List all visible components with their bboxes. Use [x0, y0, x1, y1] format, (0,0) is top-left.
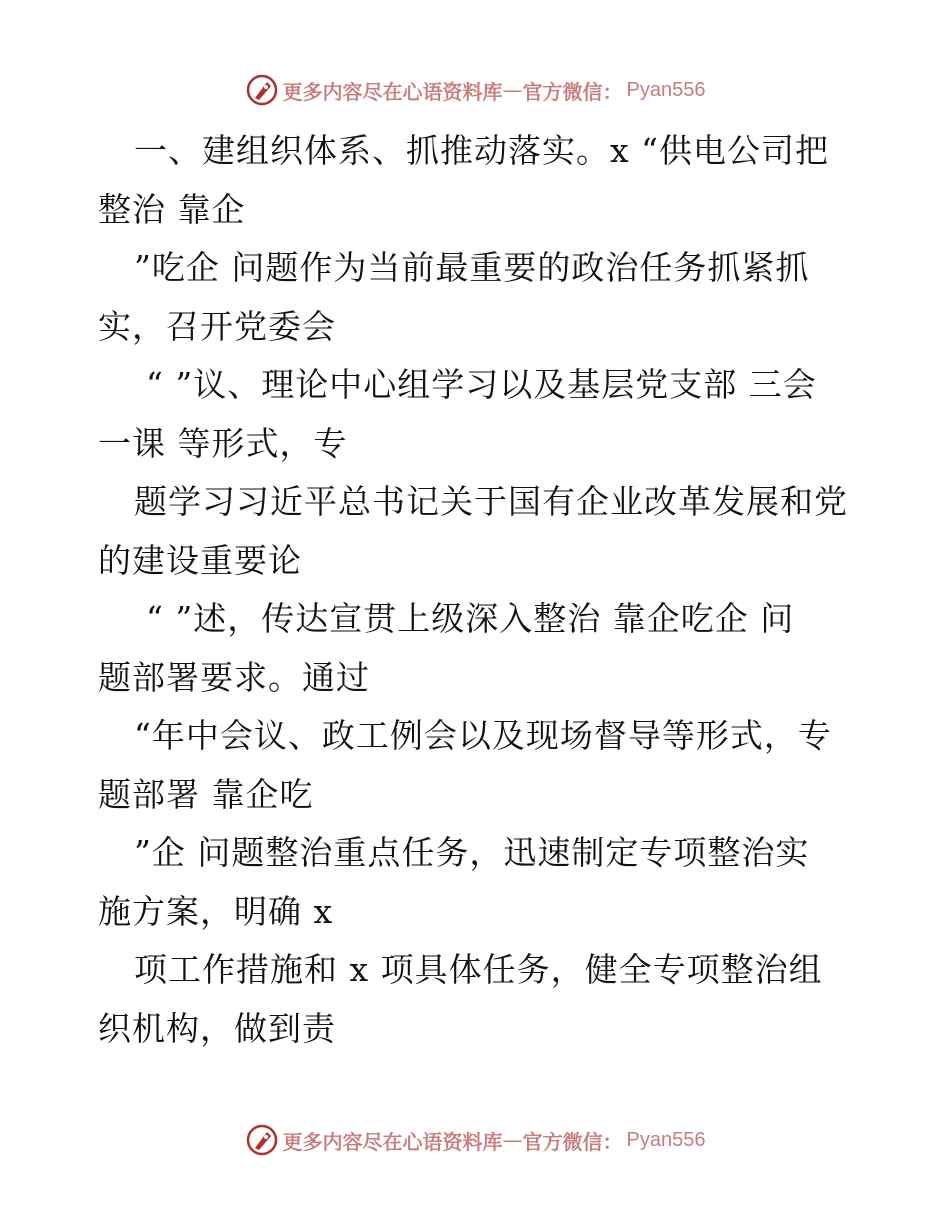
text-line: “年中会议、政工例会以及现场督导等形式，专 [134, 716, 832, 755]
text-line: 项工作措施和 x 项具体任务，健全专项整治组 [134, 950, 823, 989]
watermark-brand: 更多内容尽在心语资料库 [282, 79, 503, 104]
watermark-wechat-id: Pyan556 [626, 1128, 706, 1151]
footer-watermark [0, 1122, 950, 1158]
text-line: ”企 问题整治重点任务，迅速制定专项整治实 [134, 833, 810, 872]
text-line: 题学习习近平总书记关于国有企业改革发展和党 [134, 482, 848, 521]
text-line: 的建设重要论 [98, 540, 302, 580]
text-line: 实，召开党委会 [98, 306, 336, 346]
watermark-brand: 更多内容尽在心语资料库 [282, 1129, 503, 1154]
text-line: 施方案，明确 x [98, 891, 334, 931]
watermark-wechat-id: Pyan556 [626, 78, 706, 101]
text-line: 整治 靠企 [98, 189, 246, 229]
pen-nib-logo-icon [245, 1123, 279, 1157]
text-line: “ ”议、理论中心组学习以及基层党支部 三会 [146, 365, 817, 404]
watermark-dash: — [502, 78, 523, 102]
text-line: 题部署 靠企吃 [98, 774, 314, 814]
text-line: 一、建组织体系、抓推动落实。x “供电公司把 [134, 131, 829, 170]
pen-nib-logo-icon [245, 73, 279, 107]
text-line: 织机构，做到责 [98, 1008, 336, 1048]
document-body [98, 122, 858, 1058]
watermark-official-label: 官方微信： [522, 79, 623, 104]
text-line: “ ”述，传达宣贯上级深入整治 靠企吃企 问 [146, 599, 795, 638]
text-line: ”吃企 问题作为当前最重要的政治任务抓紧抓 [134, 248, 810, 287]
text-line: 题部署要求。通过 [98, 657, 370, 697]
header-watermark [0, 72, 950, 108]
watermark-dash: — [502, 1128, 523, 1152]
watermark-official-label: 官方微信： [522, 1129, 623, 1154]
text-line: 一课 等形式，专 [98, 423, 348, 463]
